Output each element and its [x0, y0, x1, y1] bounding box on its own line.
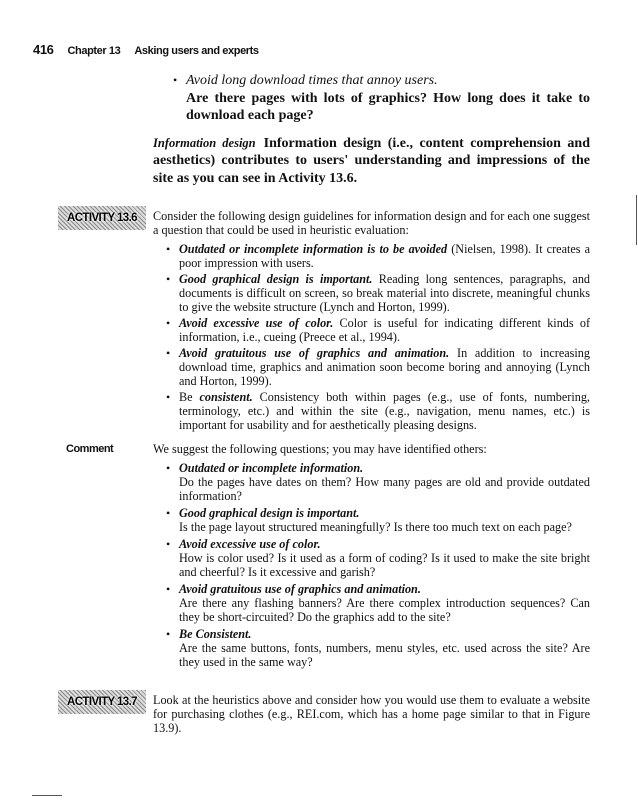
chapter-title: Asking users and experts: [134, 45, 259, 57]
item-heading: • Avoid gratuitous use of graphics and animation.: [179, 582, 421, 596]
item-text: Color is useful for indicating different kinds of information, i.e., cueing (Preece et al., 1994).: [179, 316, 590, 344]
list-item: [163, 461, 590, 503]
list-item: [163, 316, 590, 344]
item-heading: • Avoid excessive use of color.: [179, 537, 321, 551]
item-text: Are there any flashing banners? Are there complex introduction sequences? Can they be short-circuited? Do the graphics add to the site?: [179, 596, 590, 624]
activity-13-7: [67, 693, 590, 735]
list-item: [163, 390, 590, 432]
activity-intro: Consider the following design guidelines for information design and for each one suggest a question that could be used in heuristic evaluation:: [153, 209, 590, 237]
section-label: Information design: [153, 135, 256, 150]
item-text: Do the pages have dates on them? How many pages are old and provide outdated information?: [179, 475, 590, 503]
list-item: [163, 242, 590, 270]
activity-badge: ACTIVITY 13.7: [58, 690, 146, 714]
item-heading: • Be Consistent.: [179, 627, 252, 641]
scan-edge: [636, 195, 637, 245]
comment-section: [66, 442, 590, 669]
item-text: Consistency both within pages (e.g., use of fonts, numbering, terminology, etc.) and within the site (e.g., navigation, menu names, etc.) is important for usability and for aesthetically pleasing designs.: [179, 390, 590, 432]
list-item: [170, 72, 590, 125]
list-item: [163, 272, 590, 314]
item-text: Are the same buttons, fonts, numbers, menu styles, etc. used across the site? Are they used in the same way?: [179, 641, 590, 669]
list-item: [163, 627, 590, 669]
item-emphasis: Avoid excessive use of color.: [179, 316, 334, 330]
scan-edge: [32, 795, 62, 796]
item-heading: • Outdated or incomplete information.: [179, 461, 364, 475]
bullet-question: Are there pages with lots of graphics? How long does it take to download each page?: [186, 90, 590, 123]
activity-text: Look at the heuristics above and consider how you would use them to evaluate a website for purchasing clothes (e.g., REI.com, which has a home page similar to that in Figure 13.9).: [153, 693, 590, 735]
bullet-heading: Avoid long download times that annoy users.: [186, 73, 438, 88]
item-text: How is color used? Is it used as a form of coding? Is it used to make the site bright and cheerful? Is it excessive and garish?: [179, 551, 590, 579]
download-bullet: [170, 72, 590, 125]
item-heading: • Good graphical design is important.: [179, 506, 360, 520]
list-item: [163, 346, 590, 388]
comment-label: Comment: [66, 443, 114, 455]
page-number: 416: [33, 42, 54, 57]
chapter-label: Chapter 13: [67, 45, 121, 57]
item-text: In addition to increasing download time, graphics and animation soon become boring and annoying (Lynch and Horton, 1999).: [179, 346, 590, 388]
comment-intro: We suggest the following questions; you may have identified others:: [153, 442, 487, 456]
item-text: (Nielsen, 1998). It creates a poor impression with users.: [179, 242, 590, 270]
activity-badge: ACTIVITY 13.6: [58, 206, 146, 230]
paragraph-text: Information design (i.e., content comprehension and aesthetics) contributes to users' understanding and impressions of the site as you can see in Activity 13.6.: [153, 135, 590, 186]
item-text: Reading long sentences, paragraphs, and documents is difficult on screen, so break material into discrete, meaningful chunks to give the website structure (Lynch and Horton, 1999).: [179, 272, 591, 314]
item-emphasis: Good graphical design is important.: [179, 272, 373, 286]
item-emphasis: consistent.: [199, 390, 253, 404]
information-design-paragraph: [153, 135, 590, 188]
list-item: [163, 582, 590, 624]
item-text: Is the page layout structured meaningfully? Is there too much text on each page?: [179, 520, 572, 534]
item-emphasis: Avoid gratuitous use of graphics and animation.: [179, 346, 450, 360]
item-prefix: Be: [179, 390, 200, 404]
activity-13-6: [67, 209, 591, 432]
list-item: [163, 506, 590, 534]
list-item: [163, 537, 590, 579]
item-emphasis: Outdated or incomplete information is to be avoided: [179, 242, 448, 256]
